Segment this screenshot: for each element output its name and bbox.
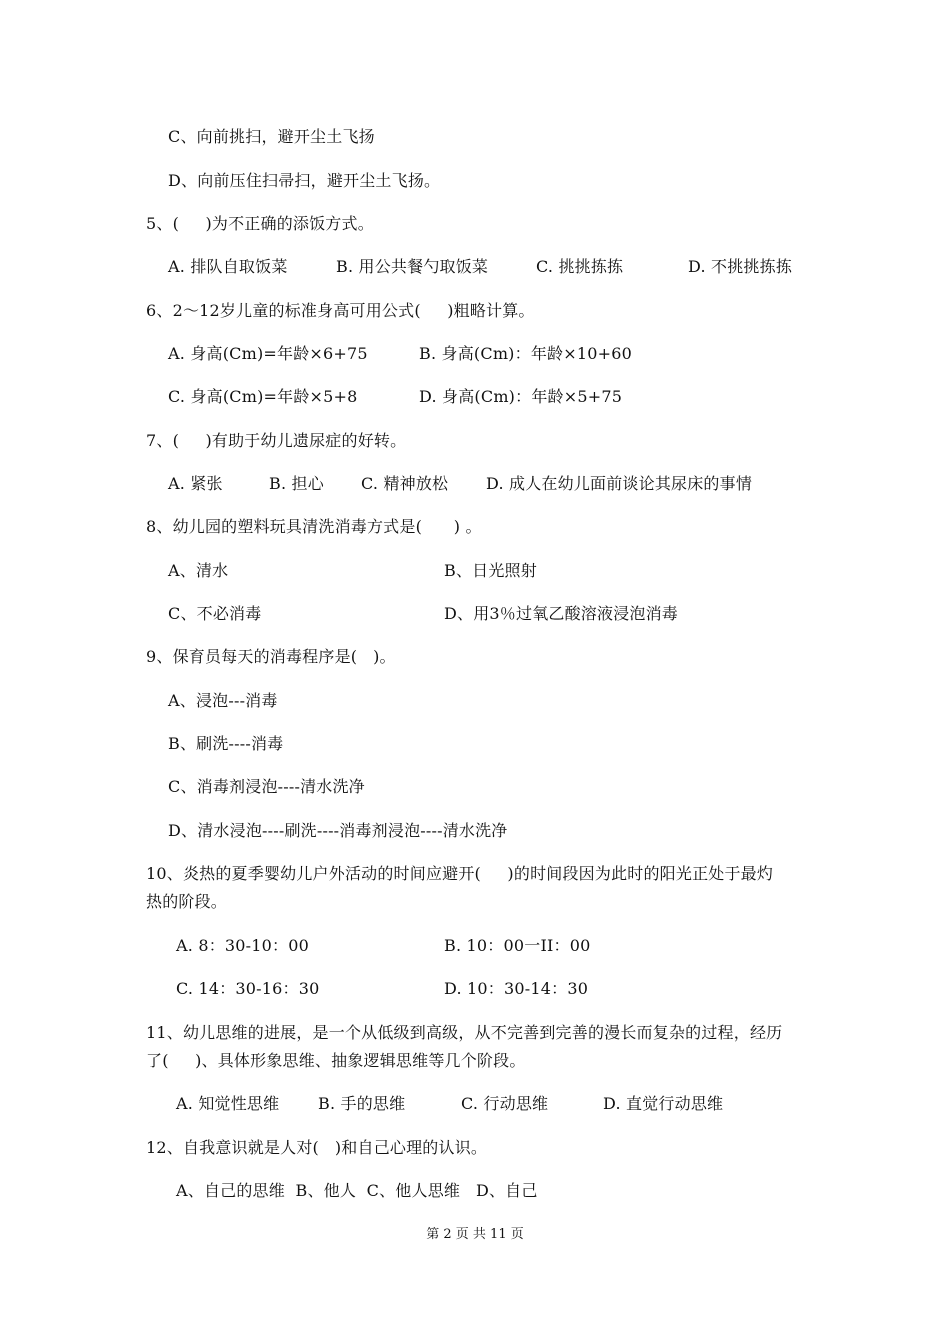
page-footer: 第 2 页 共 11 页: [426, 1227, 524, 1242]
q6-option-c: C. 身高(Cm)=年龄×5+8: [168, 387, 358, 406]
q5-option-a: A. 排队自取饭菜: [168, 257, 288, 276]
q8-option-c: C、不必消毒: [168, 604, 262, 623]
q5-option-c: C. 挑挑拣拣: [536, 257, 624, 276]
q7-option-d: D. 成人在幼儿面前谈论其尿床的事情: [486, 474, 753, 493]
q7-option-c: C. 精神放松: [361, 474, 449, 493]
q9-option-b: B、刷洗----消毒: [168, 734, 284, 753]
q4-option-d: D、向前压住扫帚扫，避开尘土飞扬。: [168, 171, 441, 190]
q9-option-a: A、浸泡---消毒: [168, 691, 278, 710]
q10-option-d: D. 10：30-14：30: [444, 979, 589, 998]
q8-option-a: A、清水: [168, 561, 229, 580]
q12-stem: 12、自我意识就是人对( )和自己心理的认识。: [146, 1138, 488, 1157]
q11-option-b: B. 手的思维: [318, 1094, 406, 1113]
q6-stem: 6、2～12岁儿童的标准身高可用公式( )粗略计算。: [146, 301, 535, 320]
q7-option-a: A. 紧张: [168, 474, 223, 493]
q10-option-c: C. 14：30-16：30: [176, 979, 320, 998]
q9-option-d: D、清水浸泡----刷洗----消毒剂浸泡----清水洗净: [168, 821, 508, 840]
q10-stem-line1: 10、炎热的夏季婴幼儿户外活动的时间应避开( )的时间段因为此时的阳光正处于最灼: [146, 864, 774, 883]
q8-option-b: B、日光照射: [444, 561, 537, 580]
q11-stem-line1: 11、幼儿思维的进展，是一个从低级到高级，从不完善到完善的漫长而复杂的过程，经历: [146, 1023, 783, 1042]
q12-options: A、自己的思维 B、他人 C、他人思维 D、自己: [176, 1181, 538, 1200]
q9-stem: 9、保育员每天的消毒程序是( )。: [146, 647, 396, 666]
q5-option-b: B. 用公共餐勺取饭菜: [336, 257, 489, 276]
q11-option-d: D. 直觉行动思维: [603, 1094, 724, 1113]
q6-option-b: B. 身高(Cm)：年龄×10+60: [419, 344, 632, 363]
q10-option-b: B. 10：00一II：00: [444, 936, 591, 955]
q8-stem: 8、幼儿园的塑料玩具清洗消毒方式是( ) 。: [146, 517, 482, 536]
q6-option-d: D. 身高(Cm)：年龄×5+75: [419, 387, 623, 406]
q7-option-b: B. 担心: [269, 474, 324, 493]
q10-option-a: A. 8：30-10：00: [176, 936, 309, 955]
q5-option-d: D. 不挑挑拣拣: [688, 257, 793, 276]
q5-stem: 5、( )为不正确的添饭方式。: [146, 214, 374, 233]
q9-option-c: C、消毒剂浸泡----清水洗净: [168, 777, 365, 796]
q10-stem-line2: 热的阶段。: [146, 892, 228, 911]
q4-option-c: C、向前挑扫，避开尘土飞扬: [168, 127, 375, 146]
q7-stem: 7、( )有助于幼儿遗尿症的好转。: [146, 431, 407, 450]
q11-stem-line2: 了( )、具体形象思维、抽象逻辑思维等几个阶段。: [146, 1051, 526, 1070]
q11-option-c: C. 行动思维: [461, 1094, 549, 1113]
q6-option-a: A. 身高(Cm)=年龄×6+75: [168, 344, 368, 363]
q8-option-d: D、用3％过氧乙酸溶液浸泡消毒: [444, 604, 679, 623]
q11-option-a: A. 知觉性思维: [176, 1094, 280, 1113]
